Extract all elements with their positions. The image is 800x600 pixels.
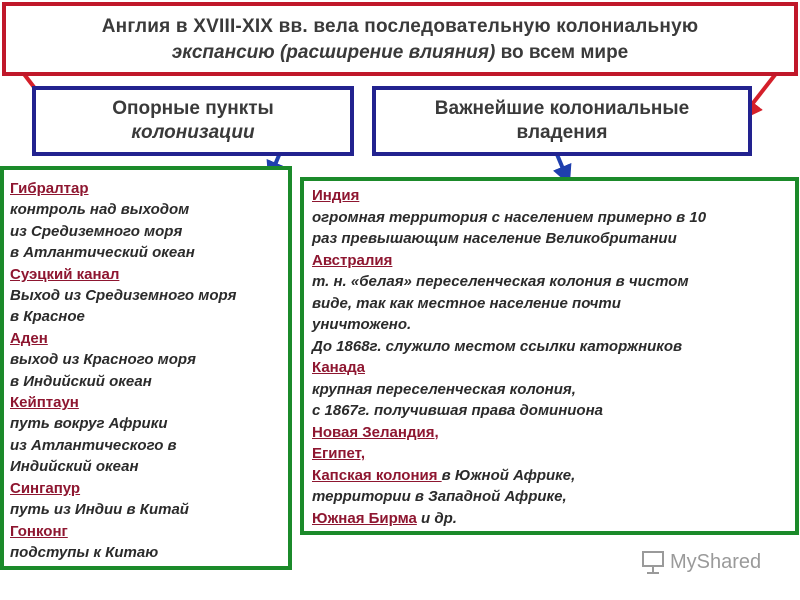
- possession-desc: с 1867г. получившая права доминиона: [312, 402, 603, 419]
- possession-desc: т. н. «белая» переселенческая колония в чистом: [312, 273, 689, 290]
- possession-desc: раз превышающим население Великобритании: [312, 230, 677, 247]
- possession-desc: виде, так как местное население почти: [312, 294, 621, 312]
- possession-burma-line: [312, 508, 795, 530]
- stronghold-desc: путь вокруг Африки: [10, 415, 168, 433]
- stronghold-name: Аден: [10, 329, 48, 347]
- stronghold-desc: Выход из Средиземного моря: [10, 287, 237, 305]
- possession-cape-line: [312, 465, 795, 487]
- stronghold-desc: Индийский океан: [10, 458, 139, 476]
- stronghold-desc: в Красное: [10, 308, 85, 326]
- stronghold-desc: в Атлантический океан: [10, 244, 195, 262]
- stronghold-desc: в Индийский океан: [10, 372, 152, 390]
- watermark-text: MyShared: [670, 550, 762, 573]
- possession-name: Индия: [312, 187, 360, 204]
- stronghold-desc: выход из Красного моря: [10, 351, 196, 369]
- stronghold-desc: контроль над выходом: [10, 201, 190, 219]
- possession-desc: и др.: [416, 509, 457, 527]
- possession-desc: До 1868г. служило местом ссылки каторжников: [312, 337, 683, 355]
- watermark: [640, 549, 761, 575]
- possession-desc: в Южной Африке,: [441, 466, 576, 484]
- possession-desc: территории в Западной Африке,: [312, 488, 567, 505]
- possession-name: Южная Бирма: [312, 509, 417, 527]
- possession-desc: уничтожено.: [312, 316, 412, 333]
- possession-desc: огромная территория с населением примерно в 10: [312, 208, 707, 226]
- title-line-1: Англия в XVIII-XIX вв. вела последовательную колониальную: [101, 16, 699, 37]
- title-line-2: [6, 42, 794, 64]
- possession-name: Канада: [312, 359, 365, 376]
- right-header-line-2: владения: [516, 122, 608, 143]
- stronghold-desc: путь из Индии в Китай: [10, 501, 189, 519]
- title-line-2-italic: экспансию (расширение влияния): [171, 42, 496, 63]
- possession-name: Австралия: [312, 251, 393, 269]
- possession-desc: крупная переселенческая колония,: [312, 380, 576, 398]
- presentation-icon: [640, 549, 666, 575]
- possession-name: Капская колония: [312, 466, 442, 484]
- strongholds-list: [0, 166, 292, 570]
- left-header-line-1: Опорные пункты: [112, 98, 274, 119]
- stronghold-name: Гибралтар: [10, 180, 89, 197]
- right-header: [372, 86, 752, 156]
- stronghold-name: Сингапур: [10, 479, 81, 497]
- stronghold-desc: подступы к Китаю: [10, 543, 159, 561]
- title-banner: [2, 2, 798, 76]
- stronghold-name: Суэцкий канал: [10, 265, 120, 283]
- left-header: [32, 86, 354, 156]
- right-header-line-1: Важнейшие колониальные: [434, 98, 690, 119]
- possessions-list: [300, 177, 799, 535]
- possession-name: Новая Зеландия,: [312, 423, 439, 441]
- title-line-2-rest: во всем мире: [495, 42, 629, 63]
- left-header-line-2: колонизации: [131, 122, 255, 143]
- stronghold-desc: из Атлантического в: [10, 436, 177, 454]
- stronghold-name: Гонконг: [10, 522, 68, 540]
- stronghold-name: Кейптаун: [10, 394, 79, 412]
- stronghold-desc: из Средиземного моря: [10, 222, 183, 240]
- possession-name: Египет,: [312, 445, 366, 462]
